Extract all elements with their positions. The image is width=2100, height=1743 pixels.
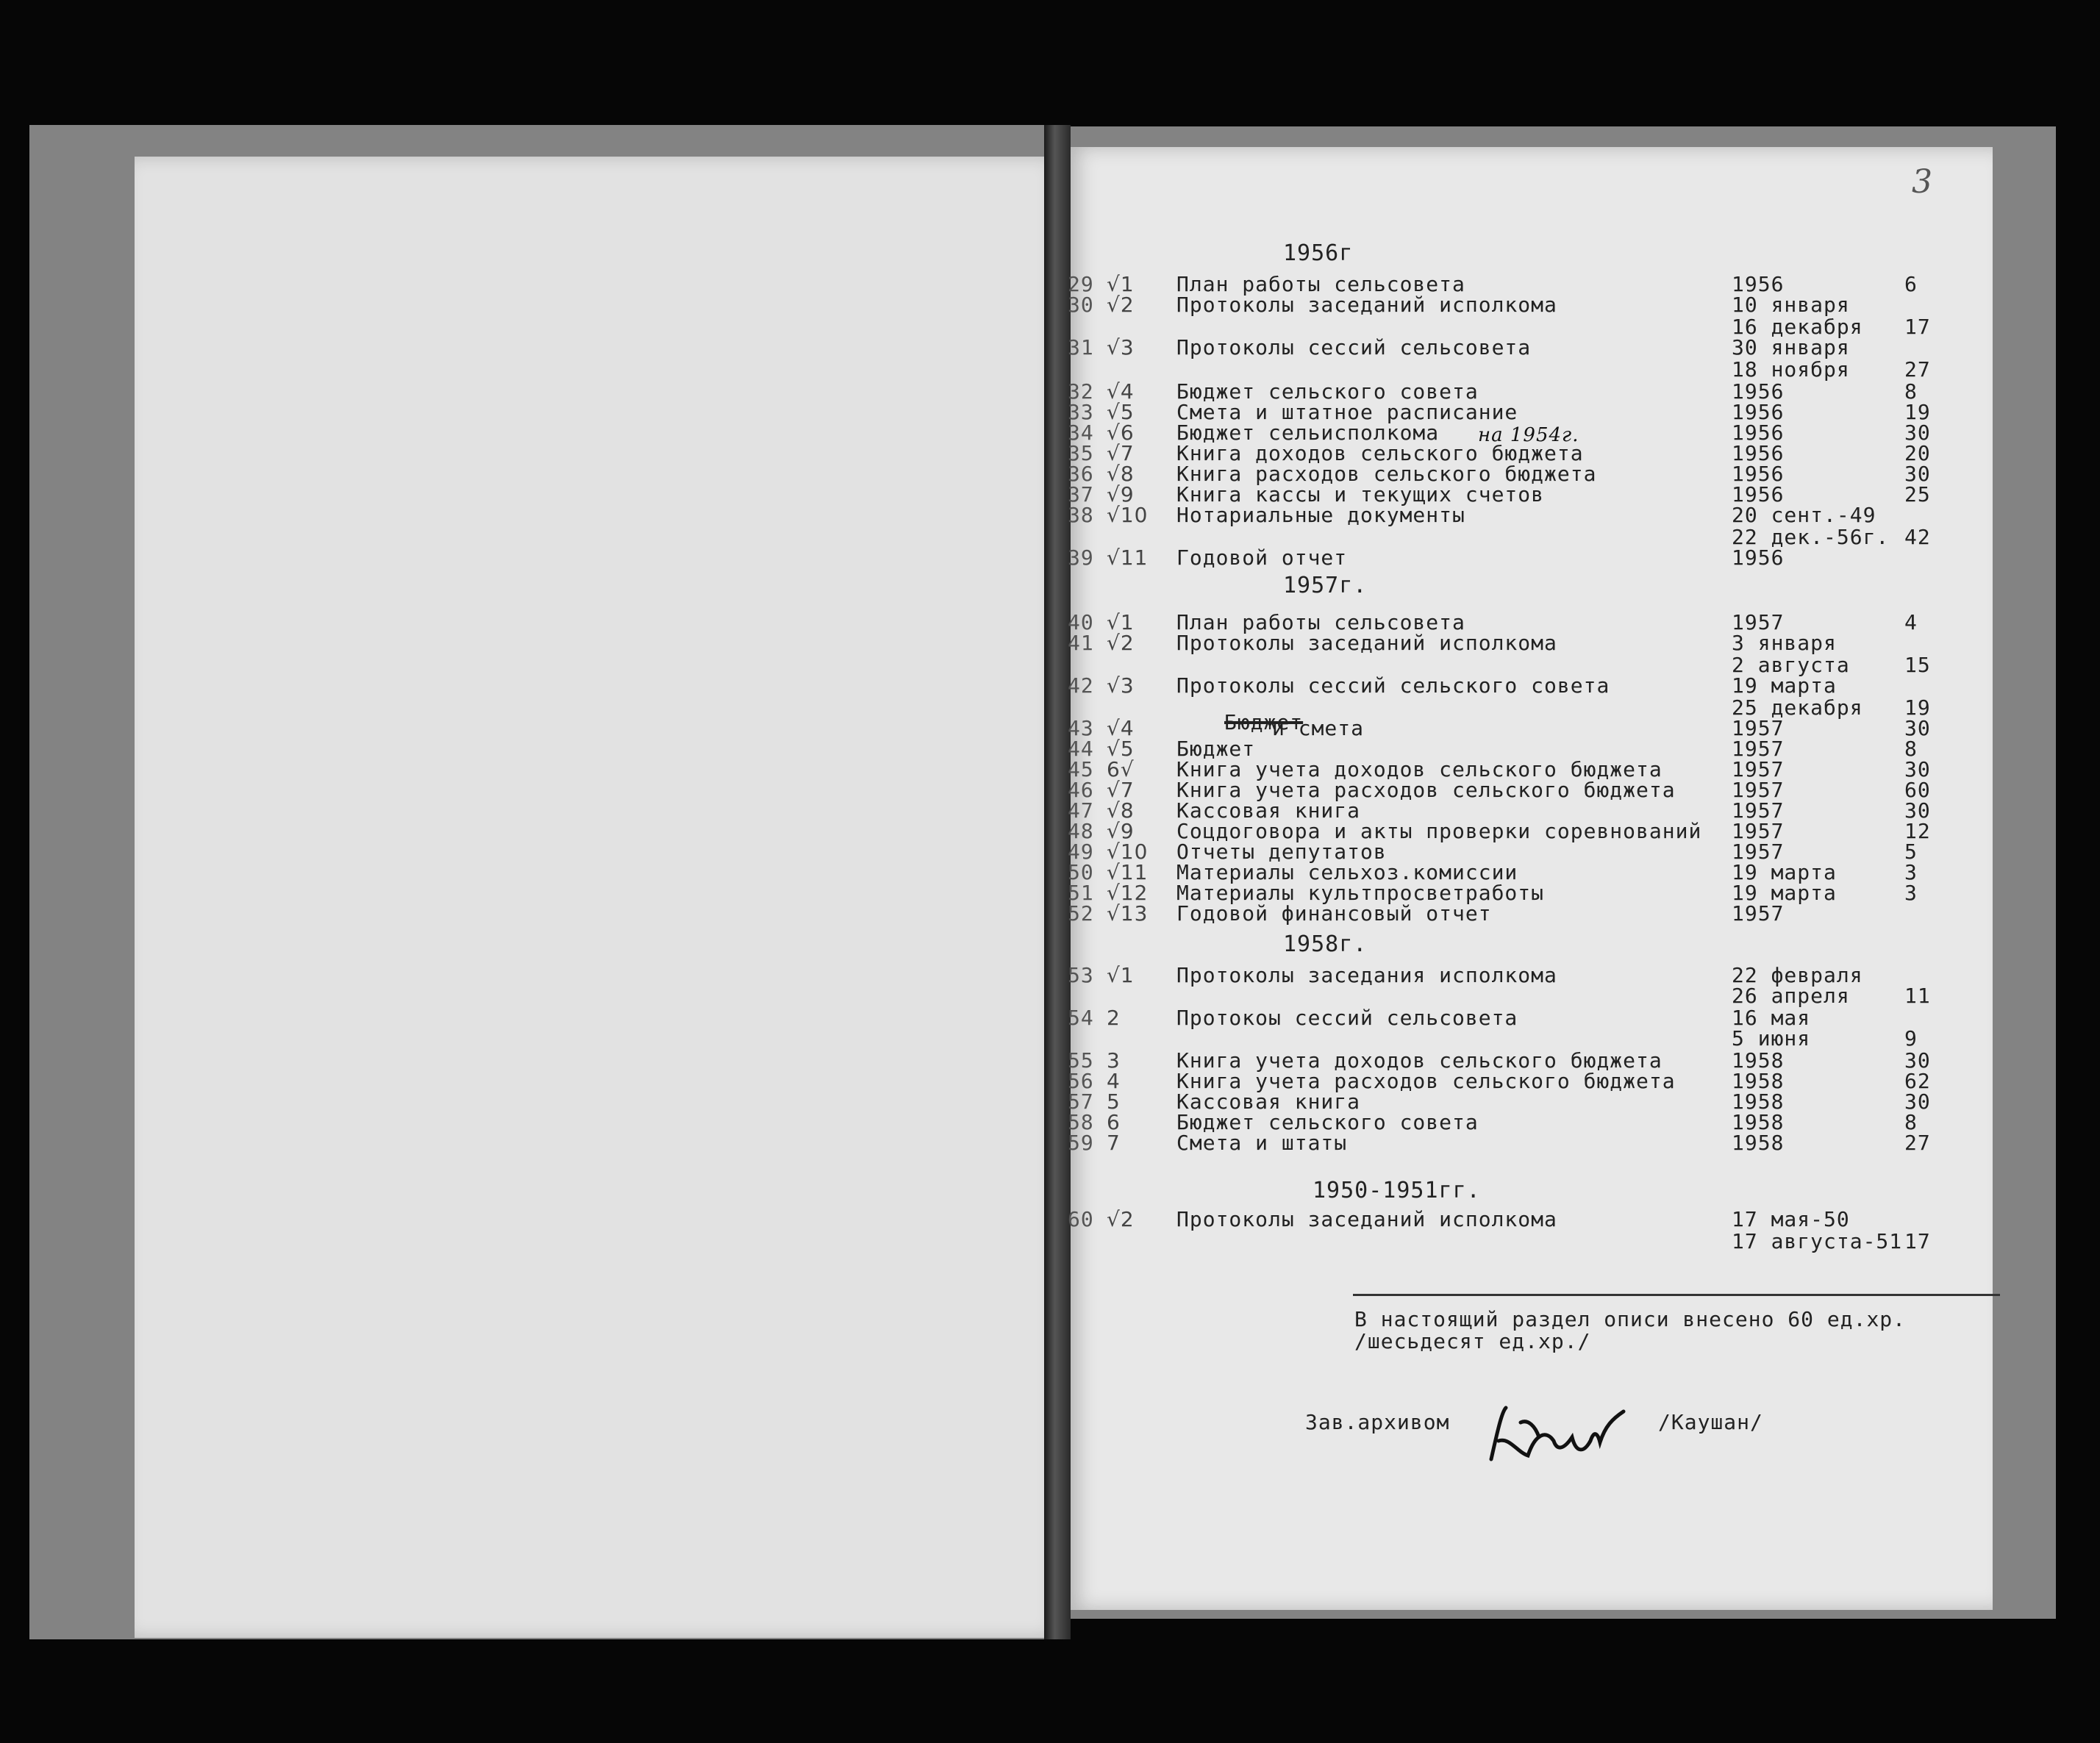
row-position-number: 32 [1068,379,1094,404]
row-item-number: √2 [1107,1207,1135,1231]
row-item-number: 7 [1107,1131,1121,1155]
row-date: 17 мая-50 [1732,1207,1850,1231]
row-sheet-count: 30 [1904,420,1931,445]
row-date: 22 дек.-56г. [1732,525,1890,549]
row-title: Книга расходов сельского бюджета [1176,462,1597,486]
summary-line-2: /шесьдесят ед.хр./ [1354,1329,1591,1353]
row-date: 1956 [1732,400,1785,424]
row-title: Книга кассы и текущих счетов [1176,482,1545,507]
signature-name: /Каушан/ [1658,1410,1763,1434]
row-title: Протоколы заседания исполкома [1176,963,1557,987]
row-title: и смета [1272,716,1365,740]
row-title: Протоколы сессий сельсовета [1176,335,1532,359]
row-position-number: 58 [1068,1110,1094,1134]
row-date: 30 января [1732,335,1850,359]
row-position-number: 39 [1068,545,1094,570]
row-position-number: 56 [1068,1069,1094,1093]
row-title: Годовой отчет [1176,545,1348,570]
row-item-number: √13 [1107,901,1149,926]
row-date: 1956 [1732,420,1785,445]
row-sheet-count: 30 [1904,1048,1931,1073]
row-sheet-count: 60 [1904,778,1931,802]
row-title: Кассовая книга [1176,798,1361,823]
row-date: 20 сент.-49 [1732,503,1876,527]
row-date: 1958 [1732,1069,1785,1093]
row-title: План работы сельсовета [1176,272,1465,296]
row-sheet-count: 4 [1904,610,1918,634]
row-item-number: √12 [1107,881,1149,905]
row-position-number: 49 [1068,840,1094,864]
row-position-number: 40 [1068,610,1094,634]
row-position-number: 53 [1068,963,1094,987]
row-item-number: √10 [1107,840,1149,864]
row-position-number: 36 [1068,462,1094,486]
row-title: Книга учета доходов сельского бюджета [1176,1048,1663,1073]
row-date: 1957 [1732,716,1785,740]
sheet-number: 3 [1912,163,1932,201]
row-sheet-count: 6 [1904,272,1918,296]
row-title: Протоколы сессий сельского совета [1176,673,1610,698]
row-date: 1957 [1732,778,1785,802]
row-date: 1957 [1732,798,1785,823]
row-title: Смета и штаты [1176,1131,1348,1155]
summary-line-1: В настоящий раздел описи внесено 60 ед.хр. [1354,1307,1907,1331]
struck-word: Бюджет [1224,710,1304,734]
row-item-number: √1 [1107,610,1135,634]
row-item-number: √3 [1107,335,1135,359]
row-item-number: √2 [1107,293,1135,317]
row-position-number: 38 [1068,503,1094,527]
handwritten-note: на 1954г. [1478,424,1579,446]
row-item-number: √11 [1107,545,1149,570]
row-date: 19 марта [1732,673,1837,698]
row-title: Книга доходов сельского бюджета [1176,441,1584,465]
row-position-number: 46 [1068,778,1094,802]
row-position-number: 41 [1068,631,1094,655]
row-date: 1958 [1732,1110,1785,1134]
row-position-number: 44 [1068,737,1094,761]
row-position-number: 37 [1068,482,1094,507]
row-sheet-count: 42 [1904,525,1931,549]
row-date: 1956 [1732,441,1785,465]
row-item-number: √10 [1107,503,1149,527]
row-sheet-count: 19 [1904,695,1931,720]
row-position-number: 51 [1068,881,1094,905]
row-date: 16 декабря [1732,315,1863,339]
row-item-number: √8 [1107,462,1135,486]
row-position-number: 47 [1068,798,1094,823]
year-heading: 1956г [1283,240,1354,266]
row-sheet-count: 30 [1904,757,1931,781]
row-item-number: √7 [1107,778,1135,802]
row-position-number: 52 [1068,901,1094,926]
row-date: 1957 [1732,901,1785,926]
row-sheet-count: 30 [1904,1089,1931,1114]
row-position-number: 55 [1068,1048,1094,1073]
row-sheet-count: 3 [1904,881,1918,905]
row-position-number: 43 [1068,716,1094,740]
row-position-number: 57 [1068,1089,1094,1114]
separator-line [1353,1294,2000,1296]
row-sheet-count: 62 [1904,1069,1931,1093]
row-date: 1956 [1732,482,1785,507]
row-date: 1958 [1732,1089,1785,1114]
row-sheet-count: 30 [1904,462,1931,486]
row-position-number: 35 [1068,441,1094,465]
row-sheet-count: 5 [1904,840,1918,864]
row-date: 1958 [1732,1048,1785,1073]
row-sheet-count: 15 [1904,653,1931,677]
row-date: 16 мая [1732,1006,1811,1030]
row-item-number: √6 [1107,420,1135,445]
row-date: 10 января [1732,293,1850,317]
row-position-number: 29 [1068,272,1094,296]
row-date: 3 января [1732,631,1837,655]
row-title: Нотариальные документы [1176,503,1465,527]
row-date: 1957 [1732,737,1785,761]
row-title: Протокоы сессий сельсовета [1176,1006,1518,1030]
row-item-number: 4 [1107,1069,1121,1093]
row-sheet-count: 9 [1904,1026,1918,1051]
row-date: 25 декабря [1732,695,1863,720]
row-date: 1957 [1732,840,1785,864]
row-sheet-count: 11 [1904,984,1931,1008]
row-item-number: √4 [1107,379,1135,404]
row-title: Материалы культпросветработы [1176,881,1545,905]
row-title: Соцдоговора и акты проверки соревнований [1176,819,1702,843]
row-title: План работы сельсовета [1176,610,1465,634]
row-date: 2 августа [1732,653,1850,677]
row-date: 19 марта [1732,881,1837,905]
row-sheet-count: 30 [1904,716,1931,740]
row-date: 19 марта [1732,860,1837,884]
row-sheet-count: 8 [1904,379,1918,404]
row-date: 1958 [1732,1131,1785,1155]
row-title: Бюджет сельского совета [1176,1110,1479,1134]
row-date: 26 апреля [1732,984,1850,1008]
year-heading: 1957г. [1283,573,1368,598]
row-item-number: 2 [1107,1006,1121,1030]
row-sheet-count: 8 [1904,1110,1918,1134]
row-item-number: √3 [1107,673,1135,698]
row-sheet-count: 3 [1904,860,1918,884]
row-date: 22 февраля [1732,963,1863,987]
row-title: Смета и штатное расписание [1176,400,1518,424]
row-date: 1957 [1732,819,1785,843]
row-sheet-count: 27 [1904,357,1931,382]
row-title: Книга учета расходов сельского бюджета [1176,778,1676,802]
row-sheet-count: 17 [1904,1229,1931,1253]
row-item-number: √7 [1107,441,1135,465]
signature-label: Зав.архивом [1305,1410,1450,1434]
signature-image [1476,1397,1646,1478]
row-item-number: √5 [1107,400,1135,424]
row-item-number: 6 [1107,1110,1121,1134]
year-heading: 1958г. [1283,931,1368,957]
year-heading: 1950-1951гг. [1312,1178,1481,1203]
row-date: 18 ноября [1732,357,1850,382]
row-item-number: √2 [1107,631,1135,655]
row-item-number: √9 [1107,482,1135,507]
row-title: Кассовая книга [1176,1089,1361,1114]
row-title: Бюджет сельского совета [1176,379,1479,404]
row-position-number: 30 [1068,293,1094,317]
row-item-number: √1 [1107,272,1135,296]
row-title: Отчеты депутатов [1176,840,1387,864]
row-position-number: 31 [1068,335,1094,359]
row-sheet-count: 27 [1904,1131,1931,1155]
row-title: Протоколы заседаний исполкома [1176,293,1557,317]
row-sheet-count: 19 [1904,400,1931,424]
row-sheet-count: 30 [1904,798,1931,823]
row-position-number: 45 [1068,757,1094,781]
row-title: Книга учета расходов сельского бюджета [1176,1069,1676,1093]
row-sheet-count: 20 [1904,441,1931,465]
row-position-number: 60 [1068,1207,1094,1231]
row-item-number: √5 [1107,737,1135,761]
row-title: Бюджет сельисполкома [1176,420,1440,445]
row-date: 1957 [1732,757,1785,781]
row-date: 1957 [1732,610,1785,634]
row-date: 5 июня [1732,1026,1811,1051]
row-item-number: 6√ [1107,757,1135,781]
row-sheet-count: 12 [1904,819,1931,843]
row-sheet-count: 8 [1904,737,1918,761]
book-gutter [1044,125,1071,1639]
row-title: Книга учета доходов сельского бюджета [1176,757,1663,781]
row-position-number: 33 [1068,400,1094,424]
row-title: Материалы сельхоз.комиссии [1176,860,1518,884]
row-date: 1956 [1732,545,1785,570]
row-title: Протоколы заседаний исполкома [1176,631,1557,655]
row-item-number: √9 [1107,819,1135,843]
row-item-number: √11 [1107,860,1149,884]
row-date: 1956 [1732,272,1785,296]
row-item-number: √8 [1107,798,1135,823]
row-title: Бюджет [1176,737,1256,761]
row-item-number: 5 [1107,1089,1121,1114]
row-date: 1956 [1732,462,1785,486]
row-title: Годовой финансовый отчет [1176,901,1492,926]
row-sheet-count: 25 [1904,482,1931,507]
row-position-number: 50 [1068,860,1094,884]
row-position-number: 54 [1068,1006,1094,1030]
row-position-number: 48 [1068,819,1094,843]
row-title: Протоколы заседаний исполкома [1176,1207,1557,1231]
row-position-number: 34 [1068,420,1094,445]
row-date: 1956 [1732,379,1785,404]
row-item-number: √1 [1107,963,1135,987]
row-item-number: √4 [1107,716,1135,740]
row-sheet-count: 17 [1904,315,1931,339]
row-date: 17 августа-51 [1732,1229,1903,1253]
row-position-number: 42 [1068,673,1094,698]
left-blank-page [135,157,1062,1638]
row-item-number: 3 [1107,1048,1121,1073]
row-position-number: 59 [1068,1131,1094,1155]
